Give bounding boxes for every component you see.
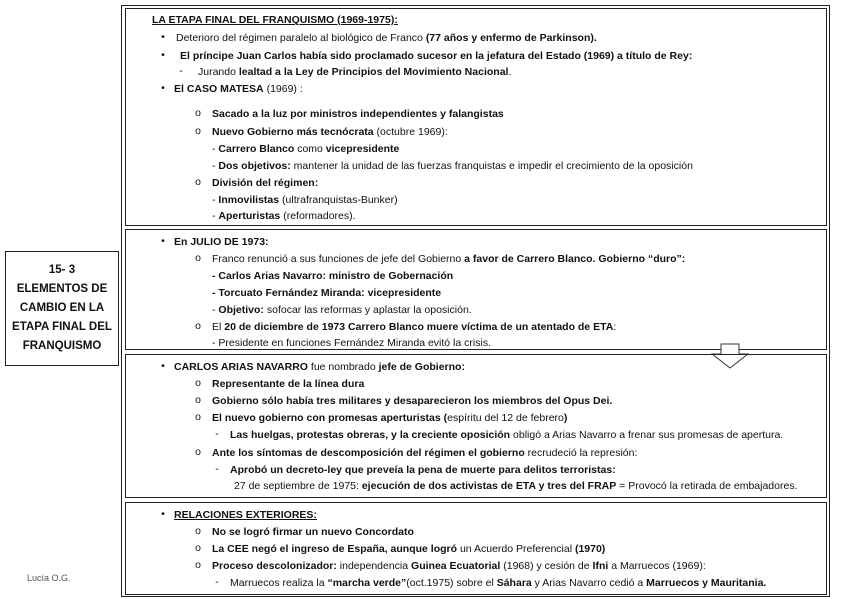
list-item: La CEE negó el ingreso de España, aunque logró un Acuerdo Preferencial (1970) <box>212 543 606 555</box>
section-title: RELACIONES EXTERIORES: <box>174 509 317 521</box>
list-item: Aprobó un decreto-ley que preveía la pena de muerte para delitos terroristas: <box>230 464 616 476</box>
circle-bullet-icon: o <box>195 542 201 554</box>
author-credit: Lucía O.G. <box>27 573 71 583</box>
list-item: - Carrero Blanco como vicepresidente <box>212 143 400 155</box>
circle-bullet-icon: o <box>195 377 201 389</box>
dash-icon: - <box>179 65 183 77</box>
circle-bullet-icon: o <box>195 525 201 537</box>
section-relaciones-exteriores <box>125 502 827 595</box>
list-item: Las huelgas, protestas obreras, y la creciente oposición obligó a Arias Navarro a frenar sus promesas de apertura. <box>230 429 784 441</box>
list-item: Ante los síntomas de descomposición del régimen el gobierno recrudeció la represión: <box>212 447 638 459</box>
dash-icon: - <box>215 576 219 588</box>
circle-bullet-icon: o <box>195 107 201 119</box>
list-item: Jurando lealtad a la Ley de Principios del Movimiento Nacional. <box>198 66 512 78</box>
bullet-icon: • <box>161 49 165 61</box>
list-item: Franco renunció a sus funciones de jefe del Gobierno a favor de Carrero Blanco. Gobierno “duro”: <box>212 253 686 265</box>
dash-icon: - <box>215 428 219 440</box>
side-title-box <box>5 251 119 366</box>
dash-icon: - <box>215 463 219 475</box>
list-item: Marruecos realiza la “marcha verde”(oct.1975) sobre el Sáhara y Arias Navarro cedió a Marruecos y Mauritania. <box>230 577 767 589</box>
side-title-line: ELEMENTOS DE <box>16 283 108 295</box>
list-item: En JULIO DE 1973: <box>174 236 269 248</box>
side-title-number: 15- 3 <box>48 264 76 276</box>
bullet-icon: • <box>161 235 165 247</box>
list-item: - Aperturistas (reformadores). <box>212 210 356 222</box>
section-etapa-final <box>125 8 827 226</box>
circle-bullet-icon: o <box>195 411 201 423</box>
list-item: - Torcuato Fernández Miranda: vicepresidente <box>212 287 442 299</box>
list-item: Sacado a la luz por ministros independientes y falangistas <box>212 108 504 120</box>
list-item: - Dos objetivos: mantener la unidad de las fuerzas franquistas e impedir el crecimiento de la oposición <box>212 160 693 172</box>
circle-bullet-icon: o <box>195 176 201 188</box>
section-arias-navarro <box>125 354 827 498</box>
list-item: El CASO MATESA (1969) : <box>174 83 303 95</box>
circle-bullet-icon: o <box>195 252 201 264</box>
side-title-line: ETAPA FINAL DEL <box>12 321 112 333</box>
side-title-line: FRANQUISMO <box>22 340 102 352</box>
section-julio-1973 <box>125 229 827 350</box>
bullet-icon: • <box>161 31 165 43</box>
bullet-icon: • <box>161 508 165 520</box>
list-item: - Objetivo: sofocar las reformas y aplastar la oposición. <box>212 304 472 316</box>
list-item: El príncipe Juan Carlos había sido proclamado sucesor en la jefatura del Estado (1969) a título de Rey: <box>180 50 693 62</box>
circle-bullet-icon: o <box>195 446 201 458</box>
list-item: Nuevo Gobierno más tecnócrata (octubre 1969): <box>212 126 448 138</box>
side-title-line: CAMBIO EN LA <box>19 302 105 314</box>
list-item: No se logró firmar un nuevo Concordato <box>212 526 414 538</box>
list-item: El nuevo gobierno con promesas aperturistas (espíritu del 12 de febrero) <box>212 412 568 424</box>
list-item: Proceso descolonizador: independencia Guinea Ecuatorial (1968) y cesión de Ifni a Marruecos (1969): <box>212 560 706 572</box>
list-item: 27 de septiembre de 1975: ejecución de dos activistas de ETA y tres del FRAP = Provocó la retirada de embajadores. <box>234 480 798 492</box>
list-item: Deterioro del régimen paralelo al biológico de Franco (77 años y enfermo de Parkinson). <box>176 32 597 44</box>
list-item: División del régimen: <box>212 177 319 189</box>
circle-bullet-icon: o <box>195 125 201 137</box>
list-item: - Presidente en funciones Fernández Miranda evitó la crisis. <box>212 337 491 349</box>
list-item: - Inmovilistas (ultrafranquistas-Bunker) <box>212 194 398 206</box>
section-title: LA ETAPA FINAL DEL FRANQUISMO (1969-1975): <box>152 14 398 26</box>
list-item: - Carlos Arias Navarro: ministro de Gobernación <box>212 270 454 282</box>
bullet-icon: • <box>161 82 165 94</box>
circle-bullet-icon: o <box>195 394 201 406</box>
list-item: El 20 de diciembre de 1973 Carrero Blanco muere víctima de un atentado de ETA: <box>212 321 617 333</box>
list-item: Gobierno sólo había tres militares y desaparecieron los miembros del Opus Dei. <box>212 395 613 407</box>
circle-bullet-icon: o <box>195 320 201 332</box>
list-item: Representante de la línea dura <box>212 378 365 390</box>
list-item: CARLOS ARIAS NAVARRO fue nombrado jefe de Gobierno: <box>174 361 465 373</box>
bullet-icon: • <box>161 360 165 372</box>
circle-bullet-icon: o <box>195 559 201 571</box>
